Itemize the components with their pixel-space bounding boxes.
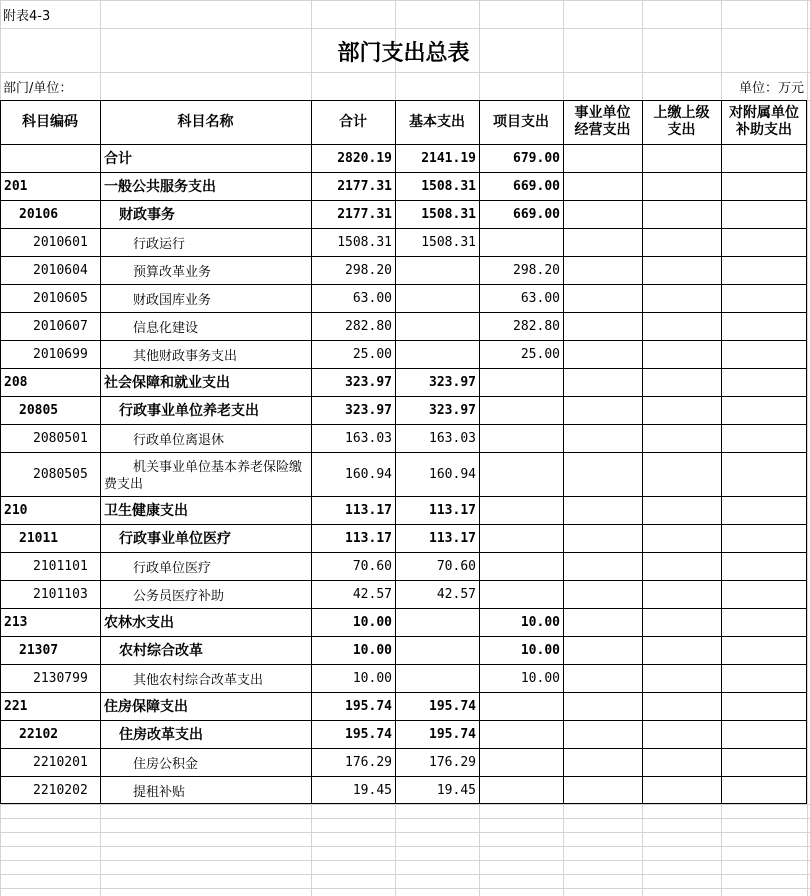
row-name: 住房保障支出	[104, 699, 188, 715]
row-total: 25.00	[352, 346, 392, 362]
row-project	[479, 552, 563, 580]
row-code: 2010699	[33, 346, 88, 362]
row-code: 2080505	[33, 466, 88, 482]
row-code: 213	[4, 614, 28, 630]
row-project: 63.00	[520, 290, 560, 306]
row-project	[479, 720, 563, 748]
row-basic: 1508.31	[421, 234, 476, 250]
row-total: 2177.31	[337, 206, 392, 222]
dept-label: 部门/单位：	[3, 80, 73, 96]
row-project: 282.80	[513, 318, 560, 334]
row-name: 提租补贴	[133, 784, 186, 800]
row-name: 财政事务	[119, 207, 175, 223]
row-code: 208	[4, 374, 28, 390]
row-name: 行政运行	[133, 236, 186, 252]
row-code: 2010601	[33, 234, 88, 250]
expenditure-table	[0, 100, 807, 804]
row-basic	[395, 340, 479, 368]
row-project	[479, 580, 563, 608]
row-name: 合计	[104, 151, 132, 167]
header-basic: 基本支出	[409, 113, 465, 130]
row-project: 298.20	[513, 262, 560, 278]
row-code: 2210202	[33, 782, 88, 798]
row-total: 323.97	[345, 374, 392, 390]
row-code: 2010607	[33, 318, 88, 334]
row-code: 20106	[19, 206, 59, 222]
row-total: 160.94	[345, 466, 392, 482]
row-code: 2080501	[33, 430, 88, 446]
row-name: 卫生健康支出	[104, 503, 188, 519]
row-basic: 323.97	[429, 374, 476, 390]
row-name: 财政国库业务	[133, 292, 212, 308]
row-total: 113.17	[345, 502, 392, 518]
row-project: 679.00	[513, 150, 560, 166]
sheet-label: 附表4-3	[3, 8, 51, 24]
row-basic	[395, 256, 479, 284]
row-code: 2101101	[33, 558, 88, 574]
row-basic	[395, 636, 479, 664]
row-code: 2010604	[33, 262, 88, 278]
row-basic: 323.97	[429, 402, 476, 418]
row-project: 10.00	[520, 614, 560, 630]
row-name: 其他农村综合改革支出	[133, 672, 264, 688]
row-total: 42.57	[352, 586, 392, 602]
row-basic: 176.29	[429, 754, 476, 770]
row-code	[0, 144, 100, 172]
row-basic	[395, 312, 479, 340]
row-total: 298.20	[345, 262, 392, 278]
row-name: 行政事业单位医疗	[119, 531, 231, 547]
row-total: 176.29	[345, 754, 392, 770]
row-name: 农村综合改革	[119, 643, 203, 659]
header-name: 科目名称	[177, 113, 234, 130]
row-code: 20805	[19, 402, 59, 418]
row-total: 2177.31	[337, 178, 392, 194]
row-basic: 42.57	[436, 586, 476, 602]
row-basic: 195.74	[429, 698, 476, 714]
row-project	[479, 396, 563, 424]
row-project: 10.00	[520, 670, 560, 686]
row-total: 195.74	[345, 698, 392, 714]
row-code: 201	[4, 178, 28, 194]
row-basic: 70.60	[436, 558, 476, 574]
row-name: 公务员医疗补助	[133, 588, 225, 604]
row-total: 113.17	[345, 530, 392, 546]
row-basic: 1508.31	[421, 178, 476, 194]
page-title: 部门支出总表	[337, 39, 470, 66]
unit-label: 单位：万元	[738, 80, 804, 96]
header-business: 事业单位经营支出	[574, 105, 631, 138]
row-name: 行政事业单位养老支出	[119, 403, 259, 419]
row-total: 10.00	[352, 670, 392, 686]
row-code: 2210201	[33, 754, 88, 770]
row-basic: 160.94	[429, 466, 476, 482]
row-project: 669.00	[513, 206, 560, 222]
row-total: 163.03	[345, 430, 392, 446]
header-subsidy: 对附属单位补助支出	[729, 105, 799, 138]
row-total: 10.00	[352, 642, 392, 658]
row-basic	[395, 664, 479, 692]
row-basic: 113.17	[429, 530, 476, 546]
row-name: 行政单位离退休	[133, 432, 225, 448]
row-total: 2820.19	[337, 150, 392, 166]
row-name: 其他财政事务支出	[133, 348, 238, 364]
row-code: 21011	[19, 530, 59, 546]
row-basic: 2141.19	[421, 150, 476, 166]
row-basic: 19.45	[436, 782, 476, 798]
row-code: 221	[4, 698, 28, 714]
row-code: 2130799	[33, 670, 88, 686]
row-name: 社会保障和就业支出	[104, 375, 230, 391]
row-project	[479, 692, 563, 720]
row-name: 信息化建设	[133, 320, 199, 336]
row-basic: 163.03	[429, 430, 476, 446]
row-project	[479, 748, 563, 776]
row-basic	[395, 608, 479, 636]
row-total: 282.80	[345, 318, 392, 334]
row-code: 21307	[19, 642, 59, 658]
row-project	[479, 496, 563, 524]
row-total: 63.00	[352, 290, 392, 306]
row-code: 2101103	[33, 586, 88, 602]
row-project	[479, 424, 563, 452]
row-project	[479, 368, 563, 396]
row-code: 2010605	[33, 290, 88, 306]
row-project	[479, 452, 563, 496]
header-remit: 上缴上级支出	[653, 105, 710, 138]
row-name: 农林水支出	[104, 615, 174, 631]
row-basic: 195.74	[429, 726, 476, 742]
row-total: 1508.31	[337, 234, 392, 250]
header-project: 项目支出	[493, 113, 549, 130]
row-name: 住房公积金	[133, 756, 199, 772]
header-total: 合计	[339, 113, 367, 130]
row-total: 19.45	[352, 782, 392, 798]
header-code: 科目编码	[22, 113, 78, 130]
row-total: 10.00	[352, 614, 392, 630]
row-name: 机关事业单位基本养老保险缴费支出	[104, 460, 303, 492]
row-project: 25.00	[520, 346, 560, 362]
row-total: 195.74	[345, 726, 392, 742]
row-project	[479, 524, 563, 552]
row-code: 210	[4, 502, 28, 518]
row-total: 323.97	[345, 402, 392, 418]
row-code: 22102	[19, 726, 59, 742]
row-project: 669.00	[513, 178, 560, 194]
row-name: 住房改革支出	[119, 727, 203, 743]
row-project: 10.00	[520, 642, 560, 658]
row-total: 70.60	[352, 558, 392, 574]
row-project	[479, 776, 563, 804]
row-name: 行政单位医疗	[133, 560, 212, 576]
row-basic	[395, 284, 479, 312]
row-project	[479, 228, 563, 256]
row-name: 一般公共服务支出	[104, 179, 216, 195]
row-basic: 113.17	[429, 502, 476, 518]
row-basic: 1508.31	[421, 206, 476, 222]
row-name: 预算改革业务	[133, 264, 212, 280]
